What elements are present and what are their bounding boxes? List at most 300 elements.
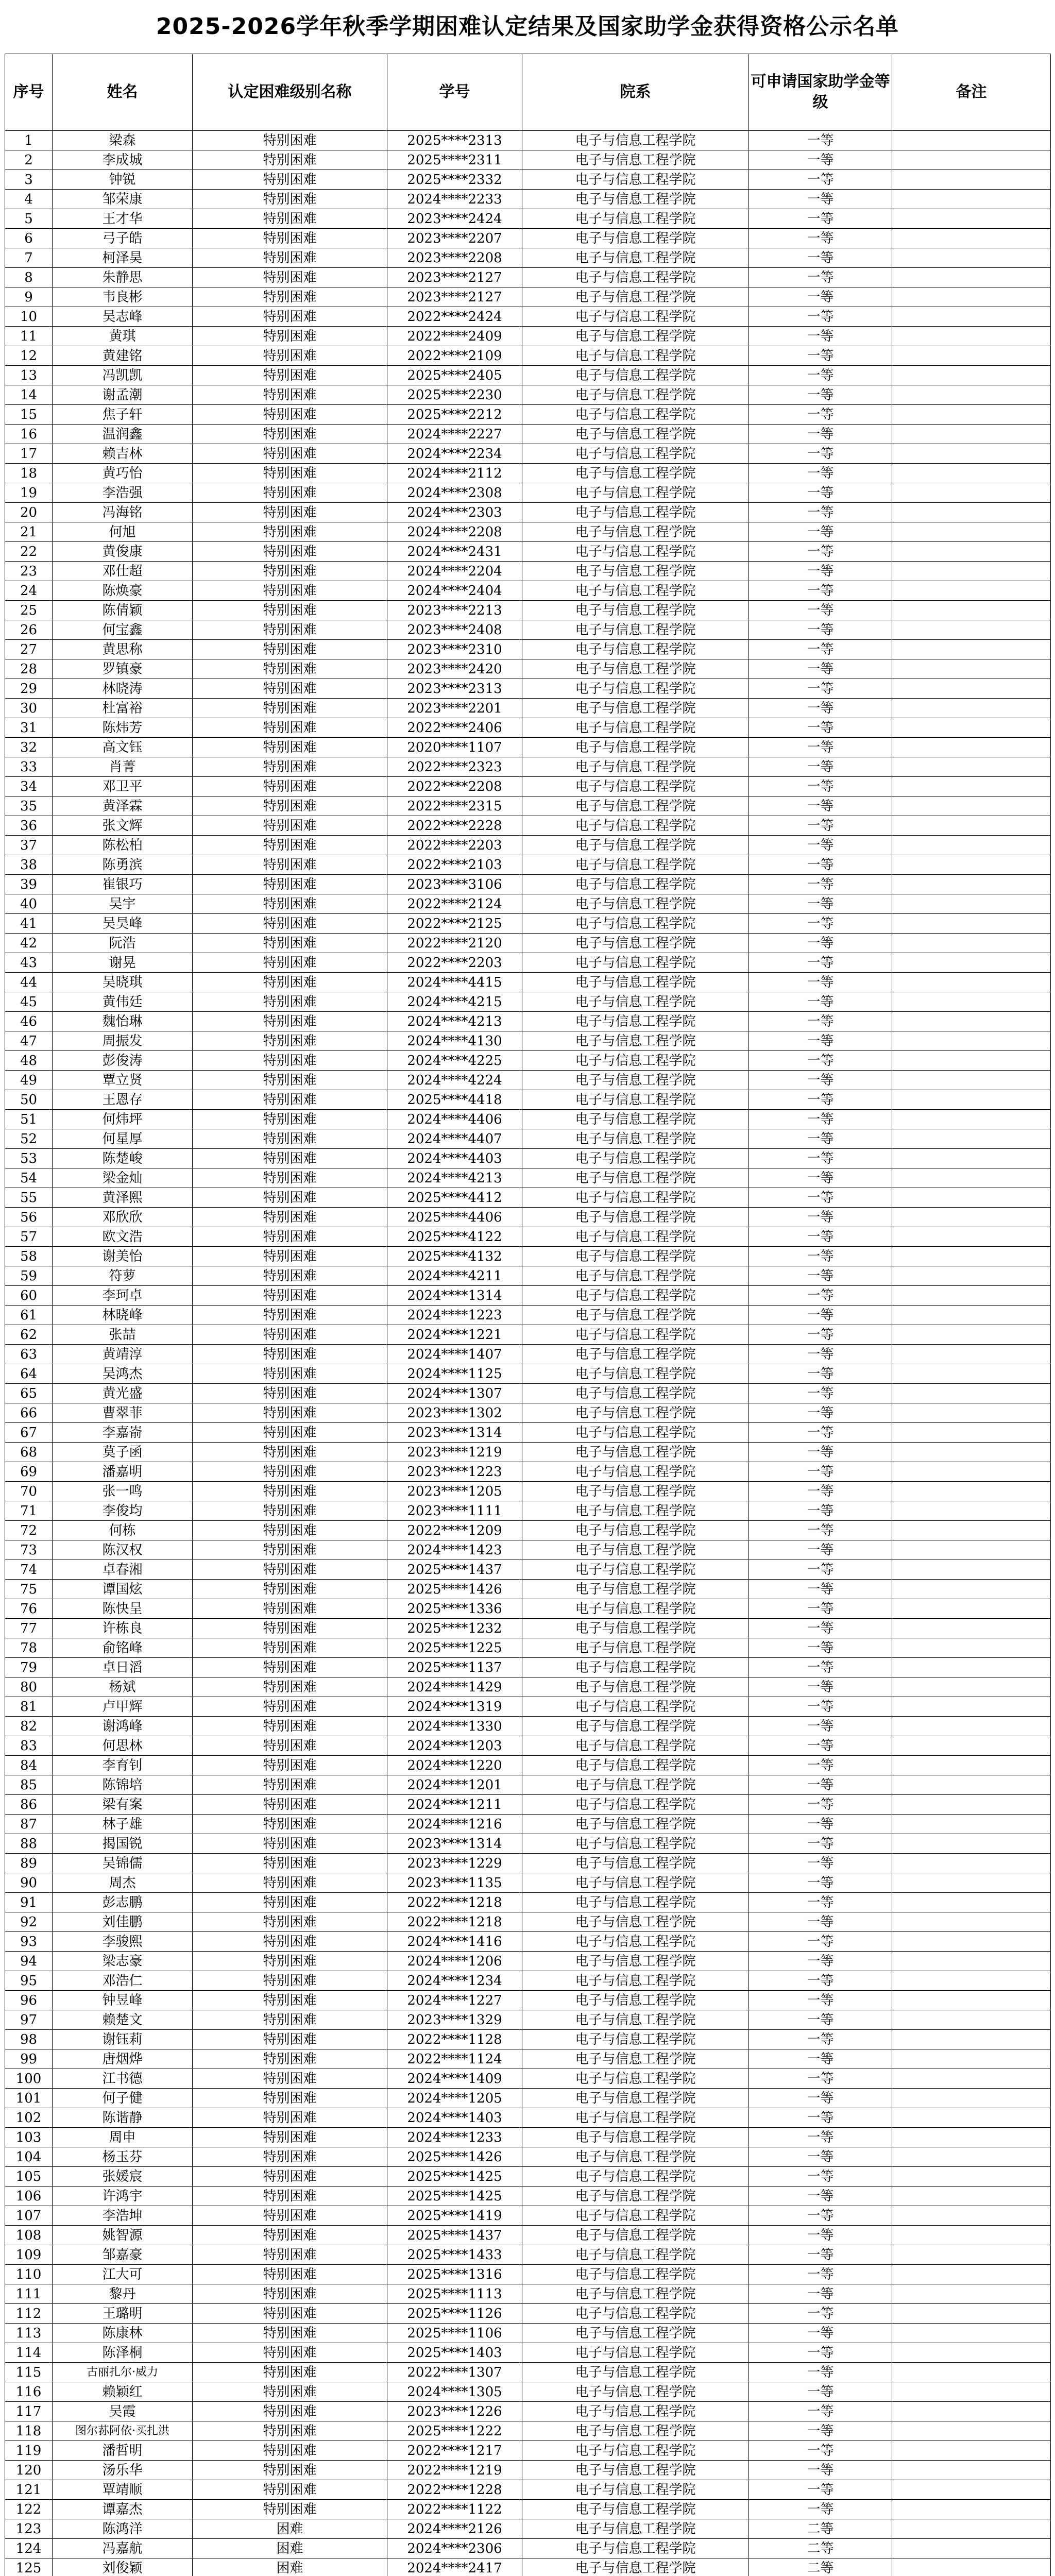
cell-level: 特别困难	[193, 1462, 387, 1482]
cell-remark	[892, 1247, 1051, 1266]
cell-remark	[892, 1580, 1051, 1599]
cell-department: 电子与信息工程学院	[522, 1638, 749, 1658]
cell-name: 李浩坤	[53, 2206, 193, 2226]
cell-department: 电子与信息工程学院	[522, 483, 749, 503]
cell-remark	[892, 1540, 1051, 1560]
cell-seq: 79	[5, 1658, 53, 1677]
cell-level: 困难	[193, 2539, 387, 2558]
cell-level: 特别困难	[193, 2480, 387, 2500]
cell-department: 电子与信息工程学院	[522, 1345, 749, 1364]
cell-student-id: 2025****4122	[387, 1227, 522, 1247]
table-row	[5, 1384, 1051, 1403]
cell-seq: 2	[5, 150, 53, 170]
cell-department: 电子与信息工程学院	[522, 1912, 749, 1932]
cell-remark	[892, 2324, 1051, 2343]
cell-level: 特别困难	[193, 307, 387, 327]
cell-grant: 一等	[749, 1756, 892, 1775]
cell-level: 特别困难	[193, 1227, 387, 1247]
cell-seq: 45	[5, 992, 53, 1012]
cell-remark	[892, 1051, 1051, 1071]
cell-student-id: 2022****1219	[387, 2461, 522, 2480]
cell-remark	[892, 1912, 1051, 1932]
table-row	[5, 1560, 1051, 1580]
cell-grant: 一等	[749, 1736, 892, 1756]
cell-seq: 93	[5, 1932, 53, 1952]
table-row	[5, 1971, 1051, 1991]
cell-level: 特别困难	[193, 287, 387, 307]
table-row	[5, 483, 1051, 503]
cell-seq: 112	[5, 2304, 53, 2324]
cell-name: 王恩存	[53, 1090, 193, 1110]
cell-level: 特别困难	[193, 601, 387, 620]
cell-seq: 96	[5, 1991, 53, 2010]
cell-level: 特别困难	[193, 190, 387, 209]
cell-level: 特别困难	[193, 1012, 387, 1031]
cell-name: 吴志峰	[53, 307, 193, 327]
cell-level: 特别困难	[193, 405, 387, 425]
cell-remark	[892, 1775, 1051, 1795]
cell-name: 吴霞	[53, 2402, 193, 2421]
cell-department: 电子与信息工程学院	[522, 1932, 749, 1952]
cell-department: 电子与信息工程学院	[522, 914, 749, 934]
cell-student-id: 2023****1219	[387, 1443, 522, 1462]
cell-seq: 72	[5, 1521, 53, 1540]
cell-remark	[892, 1129, 1051, 1149]
cell-remark	[892, 327, 1051, 346]
cell-grant: 一等	[749, 1364, 892, 1384]
cell-department: 电子与信息工程学院	[522, 1031, 749, 1051]
cell-student-id: 2022****1218	[387, 1893, 522, 1912]
cell-seq: 18	[5, 464, 53, 483]
cell-seq: 118	[5, 2421, 53, 2441]
cell-department: 电子与信息工程学院	[522, 1795, 749, 1815]
cell-name: 揭国锐	[53, 1834, 193, 1854]
table-row	[5, 1090, 1051, 1110]
cell-level: 特别困难	[193, 757, 387, 777]
cell-grant: 一等	[749, 1443, 892, 1462]
cell-name: 李成城	[53, 150, 193, 170]
cell-department: 电子与信息工程学院	[522, 2030, 749, 2049]
cell-grant: 一等	[749, 1952, 892, 1971]
cell-student-id: 2022****2203	[387, 953, 522, 973]
cell-department: 电子与信息工程学院	[522, 1756, 749, 1775]
cell-seq: 117	[5, 2402, 53, 2421]
cell-student-id: 2022****2124	[387, 894, 522, 914]
cell-level: 特别困难	[193, 699, 387, 718]
cell-level: 特别困难	[193, 973, 387, 992]
cell-grant: 一等	[749, 248, 892, 268]
cell-student-id: 2023****1314	[387, 1423, 522, 1443]
cell-remark	[892, 875, 1051, 894]
cell-department: 电子与信息工程学院	[522, 2343, 749, 2363]
cell-remark	[892, 307, 1051, 327]
cell-level: 特别困难	[193, 659, 387, 679]
cell-remark	[892, 2030, 1051, 2049]
cell-seq: 102	[5, 2108, 53, 2128]
cell-level: 特别困难	[193, 542, 387, 562]
table-row	[5, 1912, 1051, 1932]
cell-student-id: 2022****1128	[387, 2030, 522, 2049]
cell-level: 特别困难	[193, 796, 387, 816]
cell-department: 电子与信息工程学院	[522, 1071, 749, 1090]
cell-name: 杨玉芬	[53, 2147, 193, 2167]
cell-student-id: 2025****1437	[387, 2226, 522, 2245]
header-name: 姓名	[53, 54, 193, 131]
cell-remark	[892, 170, 1051, 190]
table-row	[5, 1736, 1051, 1756]
cell-seq: 10	[5, 307, 53, 327]
cell-level: 特别困难	[193, 1384, 387, 1403]
cell-name: 许栋良	[53, 1619, 193, 1638]
cell-department: 电子与信息工程学院	[522, 150, 749, 170]
cell-department: 电子与信息工程学院	[522, 777, 749, 796]
cell-seq: 14	[5, 385, 53, 405]
cell-level: 特别困难	[193, 1952, 387, 1971]
cell-seq: 95	[5, 1971, 53, 1991]
cell-remark	[892, 1012, 1051, 1031]
cell-level: 特别困难	[193, 1051, 387, 1071]
cell-department: 电子与信息工程学院	[522, 2187, 749, 2206]
cell-name: 吴宇	[53, 894, 193, 914]
cell-grant: 一等	[749, 2402, 892, 2421]
cell-grant: 一等	[749, 2304, 892, 2324]
cell-grant: 一等	[749, 1286, 892, 1306]
cell-level: 特别困难	[193, 1247, 387, 1266]
cell-level: 特别困难	[193, 816, 387, 836]
cell-remark	[892, 1345, 1051, 1364]
cell-remark	[892, 385, 1051, 405]
cell-remark	[892, 2010, 1051, 2030]
table-row	[5, 2108, 1051, 2128]
cell-student-id: 2025****2311	[387, 150, 522, 170]
cell-grant: 一等	[749, 2265, 892, 2284]
table-row	[5, 1815, 1051, 1834]
cell-department: 电子与信息工程学院	[522, 464, 749, 483]
cell-remark	[892, 1325, 1051, 1345]
cell-student-id: 2024****1416	[387, 1932, 522, 1952]
table-row	[5, 699, 1051, 718]
cell-name: 陈焕豪	[53, 581, 193, 601]
cell-seq: 78	[5, 1638, 53, 1658]
cell-department: 电子与信息工程学院	[522, 1090, 749, 1110]
cell-level: 特别困难	[193, 1129, 387, 1149]
cell-level: 特别困难	[193, 1560, 387, 1580]
cell-department: 电子与信息工程学院	[522, 1384, 749, 1403]
cell-student-id: 2024****1201	[387, 1775, 522, 1795]
cell-remark	[892, 1364, 1051, 1384]
cell-level: 特别困难	[193, 718, 387, 738]
cell-grant: 一等	[749, 1462, 892, 1482]
cell-student-id: 2022****1124	[387, 2049, 522, 2069]
cell-student-id: 2024****1305	[387, 2382, 522, 2402]
cell-remark	[892, 1501, 1051, 1521]
cell-name: 梁森	[53, 131, 193, 150]
cell-grant: 一等	[749, 1012, 892, 1031]
cell-name: 黄俊康	[53, 542, 193, 562]
cell-remark	[892, 718, 1051, 738]
cell-remark	[892, 1658, 1051, 1677]
cell-seq: 76	[5, 1599, 53, 1619]
cell-grant: 一等	[749, 1677, 892, 1697]
table-row	[5, 1168, 1051, 1188]
cell-grant: 一等	[749, 287, 892, 307]
cell-name: 潘哲明	[53, 2441, 193, 2461]
table-row	[5, 1364, 1051, 1384]
cell-seq: 9	[5, 287, 53, 307]
cell-department: 电子与信息工程学院	[522, 1697, 749, 1717]
cell-student-id: 2025****4406	[387, 1208, 522, 1227]
cell-remark	[892, 1227, 1051, 1247]
table-row	[5, 581, 1051, 601]
cell-student-id: 2025****1137	[387, 1658, 522, 1677]
cell-name: 高文钰	[53, 738, 193, 757]
cell-seq: 87	[5, 1815, 53, 1834]
cell-department: 电子与信息工程学院	[522, 287, 749, 307]
cell-grant: 一等	[749, 522, 892, 542]
cell-seq: 40	[5, 894, 53, 914]
cell-grant: 一等	[749, 385, 892, 405]
cell-remark	[892, 131, 1051, 150]
cell-student-id: 2025****1403	[387, 2343, 522, 2363]
table-row	[5, 2206, 1051, 2226]
cell-name: 陈松柏	[53, 836, 193, 855]
cell-level: 特别困难	[193, 2284, 387, 2304]
cell-grant: 一等	[749, 2421, 892, 2441]
cell-level: 特别困难	[193, 620, 387, 640]
cell-name: 俞铭峰	[53, 1638, 193, 1658]
cell-seq: 59	[5, 1266, 53, 1286]
cell-student-id: 2024****2417	[387, 2558, 522, 2576]
table-row	[5, 953, 1051, 973]
cell-department: 电子与信息工程学院	[522, 2500, 749, 2519]
table-row	[5, 1638, 1051, 1658]
cell-remark	[892, 209, 1051, 229]
cell-name: 周杰	[53, 1873, 193, 1893]
table-row	[5, 1756, 1051, 1775]
cell-student-id: 2024****2404	[387, 581, 522, 601]
cell-student-id: 2025****2212	[387, 405, 522, 425]
table-row	[5, 1110, 1051, 1129]
cell-name: 邓欣欣	[53, 1208, 193, 1227]
cell-department: 电子与信息工程学院	[522, 503, 749, 522]
table-row	[5, 170, 1051, 190]
cell-seq: 41	[5, 914, 53, 934]
cell-grant: 一等	[749, 2069, 892, 2089]
cell-seq: 100	[5, 2069, 53, 2089]
cell-remark	[892, 836, 1051, 855]
cell-grant: 一等	[749, 2147, 892, 2167]
cell-name: 黄建铭	[53, 346, 193, 366]
cell-student-id: 2024****4213	[387, 1168, 522, 1188]
cell-seq: 80	[5, 1677, 53, 1697]
cell-level: 特别困难	[193, 2030, 387, 2049]
cell-remark	[892, 1952, 1051, 1971]
cell-student-id: 2024****4224	[387, 1071, 522, 1090]
header-remark: 备注	[892, 54, 1051, 131]
table-row	[5, 1599, 1051, 1619]
cell-level: 特别困难	[193, 1815, 387, 1834]
cell-grant: 一等	[749, 2226, 892, 2245]
cell-level: 特别困难	[193, 2441, 387, 2461]
cell-grant: 一等	[749, 1717, 892, 1736]
cell-grant: 一等	[749, 2480, 892, 2500]
cell-remark	[892, 2343, 1051, 2363]
cell-level: 特别困难	[193, 2304, 387, 2324]
table-row	[5, 2245, 1051, 2265]
cell-name: 彭志鹏	[53, 1893, 193, 1912]
cell-name: 杜富裕	[53, 699, 193, 718]
cell-name: 彭俊涛	[53, 1051, 193, 1071]
cell-remark	[892, 1677, 1051, 1697]
cell-grant: 一等	[749, 2206, 892, 2226]
table-row	[5, 1443, 1051, 1462]
cell-student-id: 2022****2228	[387, 816, 522, 836]
table-row	[5, 718, 1051, 738]
table-row	[5, 1873, 1051, 1893]
cell-name: 弓子皓	[53, 229, 193, 248]
cell-grant: 一等	[749, 464, 892, 483]
cell-name: 邓卫平	[53, 777, 193, 796]
cell-name: 莫子函	[53, 1443, 193, 1462]
cell-remark	[892, 248, 1051, 268]
cell-level: 特别困难	[193, 1266, 387, 1286]
cell-grant: 一等	[749, 934, 892, 953]
cell-department: 电子与信息工程学院	[522, 542, 749, 562]
table-row	[5, 1306, 1051, 1325]
cell-grant: 一等	[749, 2167, 892, 2187]
cell-seq: 103	[5, 2128, 53, 2147]
cell-remark	[892, 1697, 1051, 1717]
cell-seq: 27	[5, 640, 53, 659]
cell-department: 电子与信息工程学院	[522, 738, 749, 757]
cell-student-id: 2024****1211	[387, 1795, 522, 1815]
cell-seq: 119	[5, 2441, 53, 2461]
cell-department: 电子与信息工程学院	[522, 679, 749, 699]
cell-name: 黄泽霖	[53, 796, 193, 816]
cell-name: 赖颖红	[53, 2382, 193, 2402]
cell-name: 陈炜芳	[53, 718, 193, 738]
cell-grant: 一等	[749, 268, 892, 287]
cell-student-id: 2023****1229	[387, 1854, 522, 1873]
cell-name: 陈康林	[53, 2324, 193, 2343]
cell-name: 张一鸣	[53, 1482, 193, 1501]
cell-grant: 一等	[749, 816, 892, 836]
cell-department: 电子与信息工程学院	[522, 601, 749, 620]
cell-name: 林晓峰	[53, 1306, 193, 1325]
cell-grant: 一等	[749, 1306, 892, 1325]
cell-department: 电子与信息工程学院	[522, 1893, 749, 1912]
cell-remark	[892, 1384, 1051, 1403]
cell-seq: 77	[5, 1619, 53, 1638]
cell-grant: 一等	[749, 131, 892, 150]
cell-remark	[892, 1560, 1051, 1580]
cell-remark	[892, 601, 1051, 620]
cell-grant: 一等	[749, 659, 892, 679]
table-row	[5, 2558, 1051, 2576]
cell-student-id: 2022****1122	[387, 2500, 522, 2519]
cell-remark	[892, 1599, 1051, 1619]
table-row	[5, 1482, 1051, 1501]
cell-name: 冯嘉航	[53, 2539, 193, 2558]
cell-name: 邓浩仁	[53, 1971, 193, 1991]
cell-grant: 一等	[749, 444, 892, 464]
cell-department: 电子与信息工程学院	[522, 268, 749, 287]
cell-level: 特别困难	[193, 1521, 387, 1540]
cell-seq: 94	[5, 1952, 53, 1971]
cell-grant: 一等	[749, 1815, 892, 1834]
cell-level: 特别困难	[193, 1580, 387, 1599]
cell-name: 柯泽昊	[53, 248, 193, 268]
cell-seq: 52	[5, 1129, 53, 1149]
cell-student-id: 2025****2332	[387, 170, 522, 190]
table-row	[5, 1031, 1051, 1051]
table-row	[5, 268, 1051, 287]
cell-name: 黄巧怡	[53, 464, 193, 483]
cell-student-id: 2022****2208	[387, 777, 522, 796]
cell-department: 电子与信息工程学院	[522, 894, 749, 914]
cell-department: 电子与信息工程学院	[522, 1854, 749, 1873]
cell-level: 特别困难	[193, 1619, 387, 1638]
cell-remark	[892, 483, 1051, 503]
cell-grant: 一等	[749, 209, 892, 229]
cell-seq: 90	[5, 1873, 53, 1893]
cell-grant: 一等	[749, 640, 892, 659]
table-row	[5, 2519, 1051, 2539]
cell-student-id: 2022****1209	[387, 1521, 522, 1540]
cell-student-id: 2024****4211	[387, 1266, 522, 1286]
table-row	[5, 2304, 1051, 2324]
cell-department: 电子与信息工程学院	[522, 620, 749, 640]
cell-student-id: 2023****3106	[387, 875, 522, 894]
cell-student-id: 2022****2323	[387, 757, 522, 777]
cell-grant: 一等	[749, 1168, 892, 1188]
table-row	[5, 2030, 1051, 2049]
cell-name: 曹翠菲	[53, 1403, 193, 1423]
cell-department: 电子与信息工程学院	[522, 2421, 749, 2441]
cell-seq: 115	[5, 2363, 53, 2382]
cell-department: 电子与信息工程学院	[522, 1619, 749, 1638]
cell-level: 特别困难	[193, 464, 387, 483]
cell-student-id: 2024****4403	[387, 1149, 522, 1168]
cell-student-id: 2024****2204	[387, 562, 522, 581]
cell-grant: 一等	[749, 2461, 892, 2480]
cell-level: 特别困难	[193, 2265, 387, 2284]
cell-remark	[892, 405, 1051, 425]
cell-department: 电子与信息工程学院	[522, 836, 749, 855]
cell-remark	[892, 1462, 1051, 1482]
cell-grant: 一等	[749, 2343, 892, 2363]
cell-name: 陈谐静	[53, 2108, 193, 2128]
cell-seq: 7	[5, 248, 53, 268]
cell-level: 特别困难	[193, 2245, 387, 2265]
cell-student-id: 2024****1125	[387, 1364, 522, 1384]
cell-student-id: 2025****4412	[387, 1188, 522, 1208]
cell-name: 谭嘉杰	[53, 2500, 193, 2519]
cell-student-id: 2024****1227	[387, 1991, 522, 2010]
cell-department: 电子与信息工程学院	[522, 131, 749, 150]
cell-grant: 一等	[749, 2382, 892, 2402]
cell-name: 阮浩	[53, 934, 193, 953]
table-row	[5, 385, 1051, 405]
cell-student-id: 2025****4132	[387, 1247, 522, 1266]
cell-grant: 一等	[749, 1932, 892, 1952]
cell-department: 电子与信息工程学院	[522, 2265, 749, 2284]
cell-grant: 一等	[749, 1051, 892, 1071]
table-row	[5, 757, 1051, 777]
cell-grant: 一等	[749, 2363, 892, 2382]
cell-department: 电子与信息工程学院	[522, 1247, 749, 1266]
cell-name: 汤乐华	[53, 2461, 193, 2480]
